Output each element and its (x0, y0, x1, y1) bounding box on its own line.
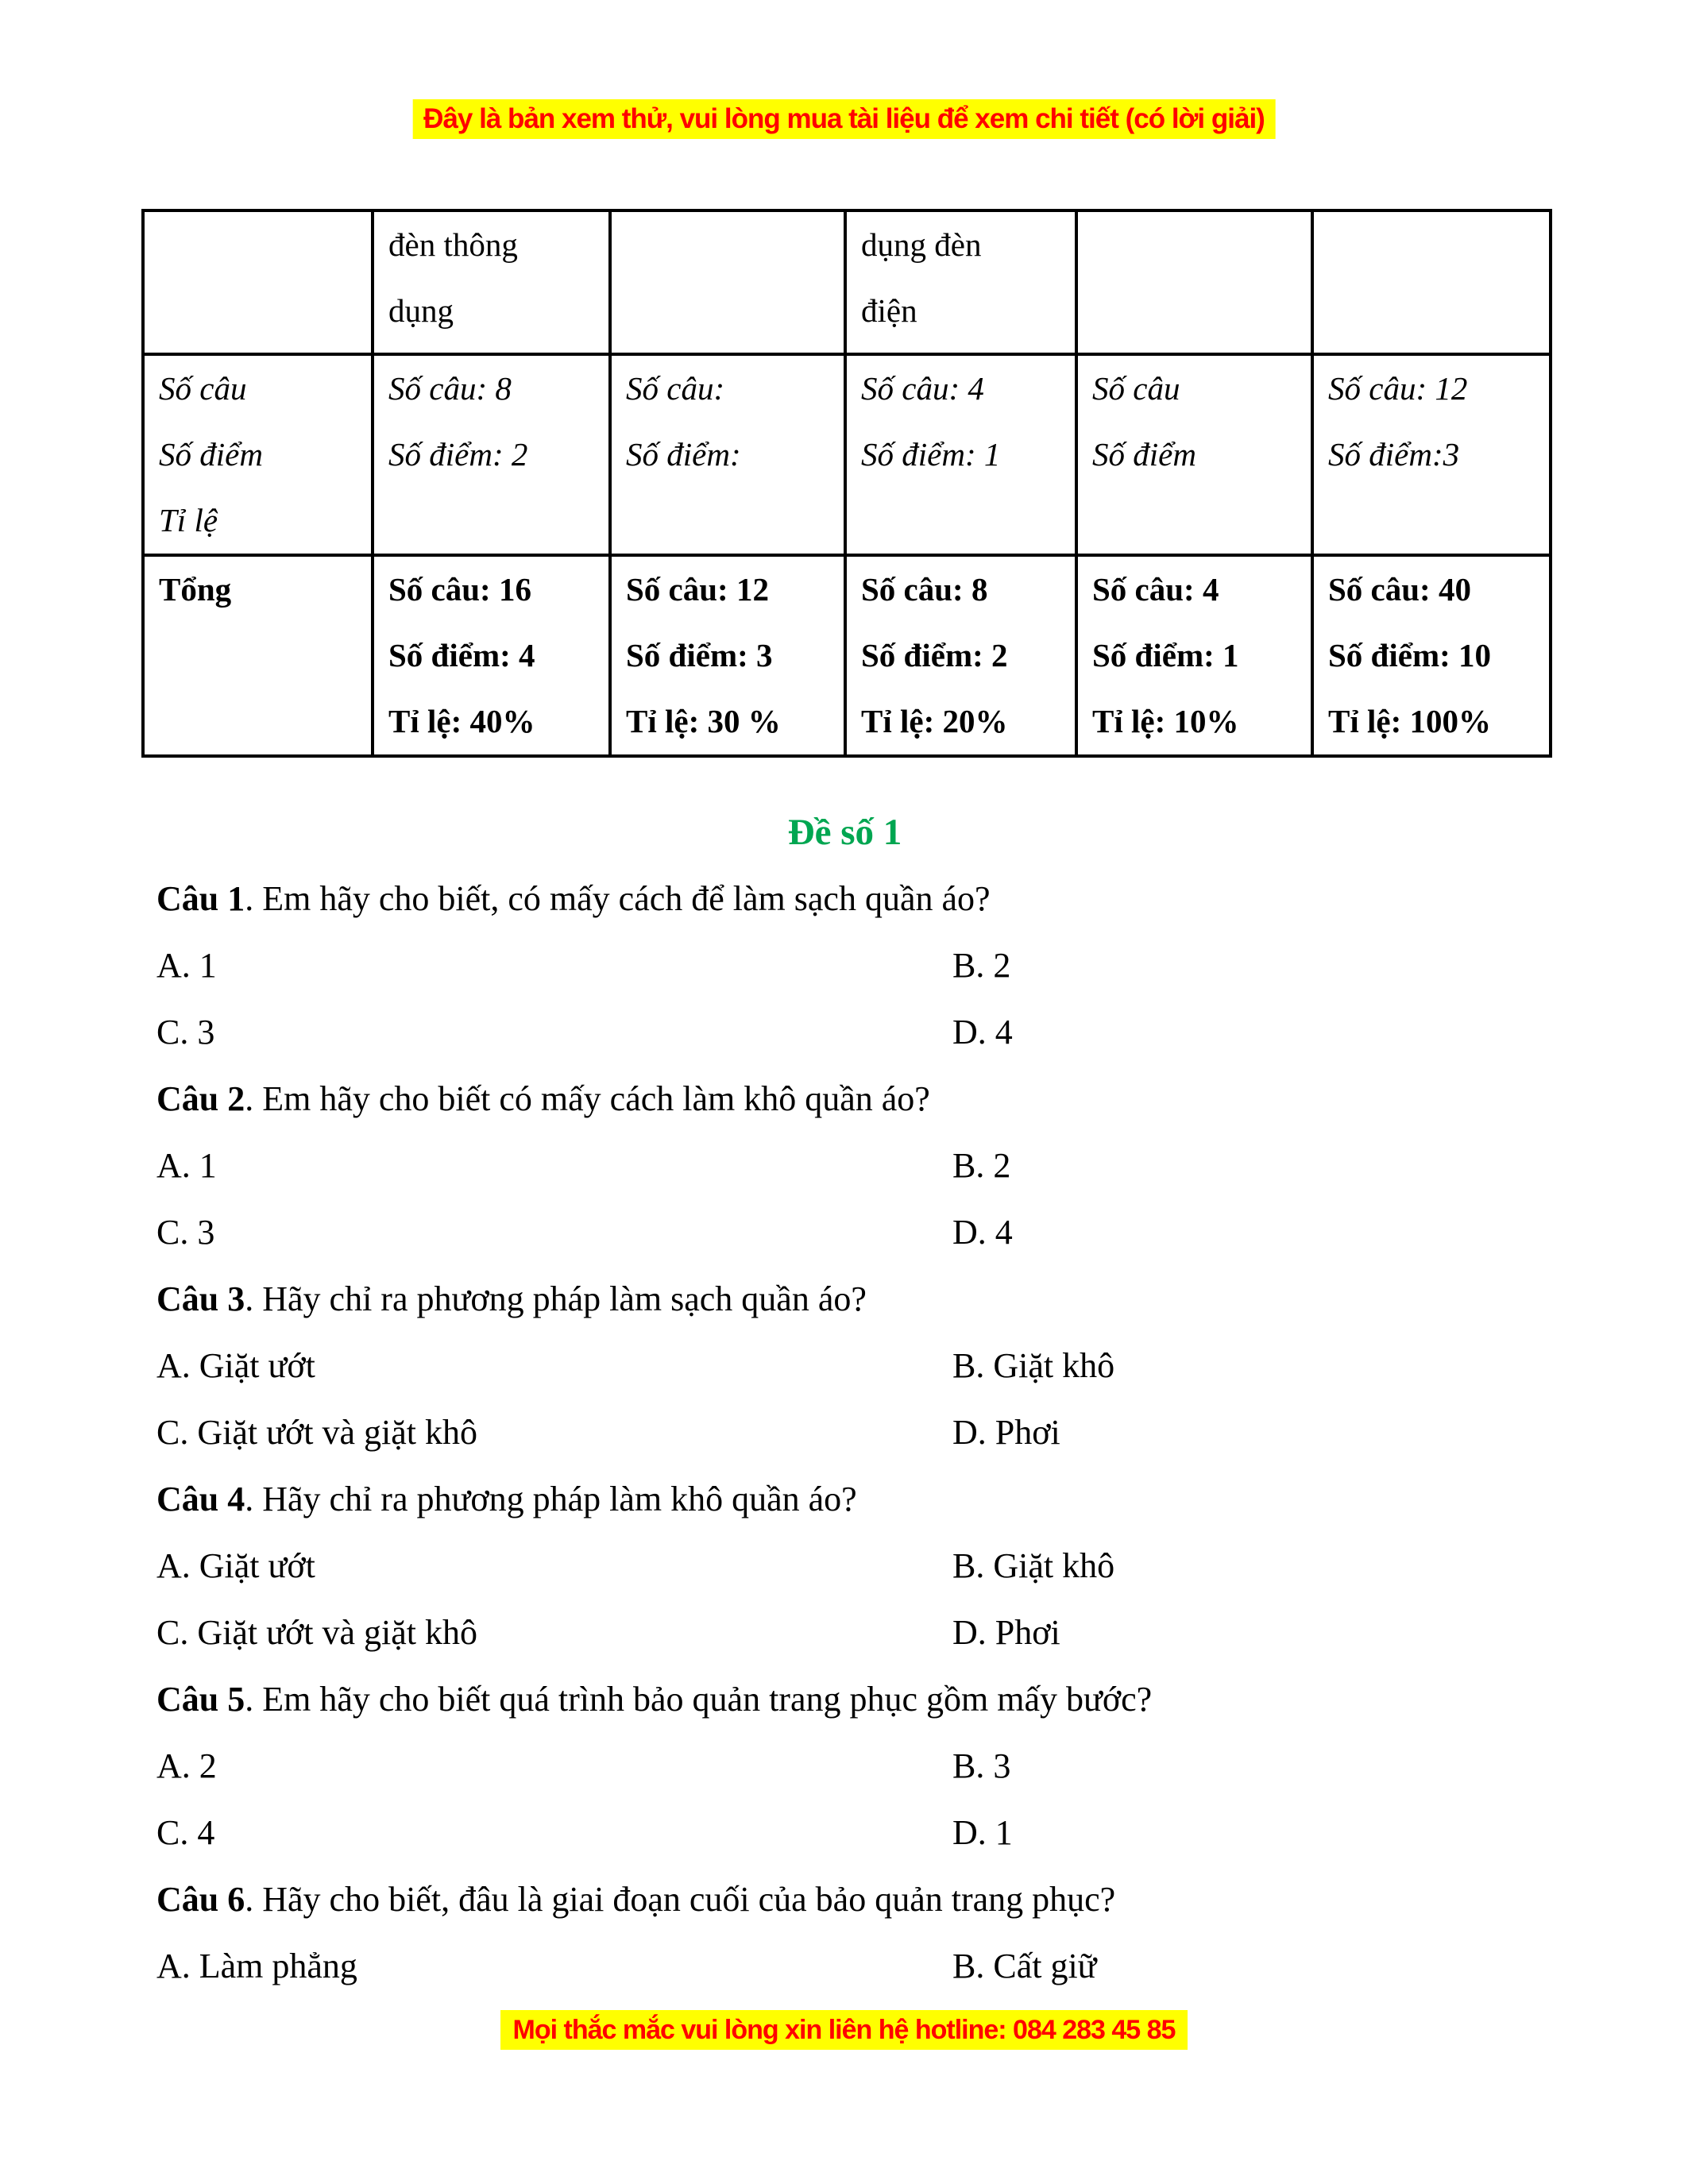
cell-line: Tổng (159, 571, 232, 608)
cell-line: Số câu: 4 (861, 370, 984, 407)
table-cell (143, 210, 373, 354)
option-b: B. Giặt khô (952, 1346, 1115, 1385)
option-a: A. 2 (156, 1746, 217, 1785)
table-cell (610, 354, 845, 555)
question-line (156, 1466, 1533, 1533)
cell-line: Số câu: (626, 370, 725, 407)
cell-line: Số câu: 16 (388, 571, 531, 608)
cell-line: Tỉ lệ: 100% (1328, 703, 1491, 739)
option-a: A. Làm phẳng (156, 1947, 357, 1985)
table-cell (1076, 354, 1312, 555)
table-cell (845, 354, 1076, 555)
exam-title: Đề số 1 (787, 812, 902, 853)
cell-line: Số điểm: 3 (626, 637, 773, 673)
cell-line: Số câu: 8 (388, 370, 512, 407)
option-a: A. 1 (156, 1146, 217, 1185)
option-b: B. 2 (952, 946, 1011, 985)
cell-line: Số điểm (159, 436, 263, 473)
cell-line: Số điểm: 1 (1092, 637, 1239, 673)
table-cell (143, 555, 373, 756)
hotline-banner (500, 2010, 1188, 2050)
question-label: Câu 3 (156, 1279, 245, 1318)
question-text: . Hãy chỉ ra phương pháp làm sạch quần áo? (245, 1279, 867, 1318)
options-line (156, 1199, 1533, 1266)
option-d: D. 4 (952, 1213, 1013, 1252)
cell-line: Tỉ lệ: 10% (1092, 703, 1239, 739)
option-c: C. 3 (156, 1213, 215, 1252)
options-line (156, 999, 1533, 1066)
table-row (143, 354, 1551, 555)
question-text: . Hãy cho biết, đâu là giai đoạn cuối của bảo quản trang phục? (245, 1880, 1116, 1919)
table-cell (373, 210, 610, 354)
cell-line: Số điểm: (626, 436, 741, 473)
cell-line: Số câu: 8 (861, 571, 988, 608)
option-a: A. Giặt ướt (156, 1546, 315, 1585)
table-cell (845, 210, 1076, 354)
question-line (156, 1266, 1533, 1333)
cell-line: Số câu (159, 370, 247, 407)
options-line (156, 1599, 1533, 1666)
question-label: Câu 6 (156, 1880, 245, 1919)
spec-table (141, 209, 1552, 758)
cell-line: Số điểm: 10 (1328, 637, 1491, 673)
table-row (143, 555, 1551, 756)
question-line (156, 1066, 1533, 1133)
cell-line: Số câu: 4 (1092, 571, 1219, 608)
options-line (156, 1800, 1533, 1866)
cell-line: Số câu: 12 (626, 571, 769, 608)
question-text: . Hãy chỉ ra phương pháp làm khô quần áo? (245, 1480, 857, 1518)
options-line (156, 932, 1533, 999)
cell-line: Số điểm:3 (1328, 436, 1460, 473)
question-label: Câu 2 (156, 1079, 245, 1118)
option-d: D. 1 (952, 1813, 1013, 1852)
cell-line: Tỉ lệ (159, 502, 218, 538)
table-row (143, 210, 1551, 354)
question-label: Câu 5 (156, 1680, 245, 1719)
options-line (156, 1533, 1533, 1599)
options-line (156, 1933, 1533, 2000)
cell-line: Số điểm: 1 (861, 436, 1001, 473)
option-b: B. 3 (952, 1746, 1011, 1785)
cell-line: Số câu: 12 (1328, 370, 1468, 407)
table-cell (1076, 555, 1312, 756)
table-cell (1312, 210, 1551, 354)
option-c: C. 4 (156, 1813, 215, 1852)
question-text: . Em hãy cho biết, có mấy cách để làm sạch quần áo? (245, 879, 991, 918)
option-d: D. 4 (952, 1013, 1013, 1051)
table-cell (1076, 210, 1312, 354)
question-label: Câu 1 (156, 879, 245, 918)
table-cell (373, 555, 610, 756)
table-cell (373, 354, 610, 555)
table-cell (1312, 354, 1551, 555)
preview-banner (412, 99, 1276, 139)
hotline-banner-text: Mọi thắc mắc vui lòng xin liên hệ hotline: 084 283 45 85 (512, 2014, 1176, 2045)
cell-line: Số câu (1092, 370, 1180, 407)
question-text: . Em hãy cho biết có mấy cách làm khô quần áo? (245, 1079, 930, 1118)
table-cell (845, 555, 1076, 756)
cell-line: Số điểm: 4 (388, 637, 535, 673)
options-line (156, 1399, 1533, 1466)
exam-body (156, 799, 1533, 2000)
table-cell (610, 210, 845, 354)
question-text: . Em hãy cho biết quá trình bảo quản trang phục gồm mấy bước? (245, 1680, 1153, 1719)
cell-line: dụng (388, 292, 454, 329)
option-c: C. Giặt ướt và giặt khô (156, 1413, 477, 1452)
cell-line: Tỉ lệ: 20% (861, 703, 1008, 739)
options-line (156, 1733, 1533, 1800)
option-c: C. Giặt ướt và giặt khô (156, 1613, 477, 1652)
preview-banner-text: Đây là bản xem thử, vui lòng mua tài liệu để xem chi tiết (có lời giải) (423, 103, 1265, 134)
options-line (156, 1133, 1533, 1199)
cell-line: Tỉ lệ: 30 % (626, 703, 781, 739)
question-line (156, 866, 1533, 932)
question-line (156, 1666, 1533, 1733)
table-cell (610, 555, 845, 756)
cell-line: Số câu: 40 (1328, 571, 1471, 608)
options-line (156, 1333, 1533, 1399)
cell-line: Số điểm: 2 (861, 637, 1008, 673)
table-cell (1312, 555, 1551, 756)
option-a: A. 1 (156, 946, 217, 985)
option-d: D. Phơi (952, 1613, 1060, 1652)
table-cell (143, 354, 373, 555)
cell-line: Số điểm (1092, 436, 1196, 473)
option-c: C. 3 (156, 1013, 215, 1051)
option-d: D. Phơi (952, 1413, 1060, 1452)
question-line (156, 1866, 1533, 1933)
option-b: B. 2 (952, 1146, 1011, 1185)
option-b: B. Giặt khô (952, 1546, 1115, 1585)
question-label: Câu 4 (156, 1480, 245, 1518)
option-b: B. Cất giữ (952, 1947, 1097, 1985)
cell-line: điện (861, 292, 917, 329)
option-a: A. Giặt ướt (156, 1346, 315, 1385)
cell-line: Số điểm: 2 (388, 436, 528, 473)
cell-line: đèn thông (388, 226, 518, 263)
cell-line: Tỉ lệ: 40% (388, 703, 535, 739)
cell-line: dụng đèn (861, 226, 982, 263)
